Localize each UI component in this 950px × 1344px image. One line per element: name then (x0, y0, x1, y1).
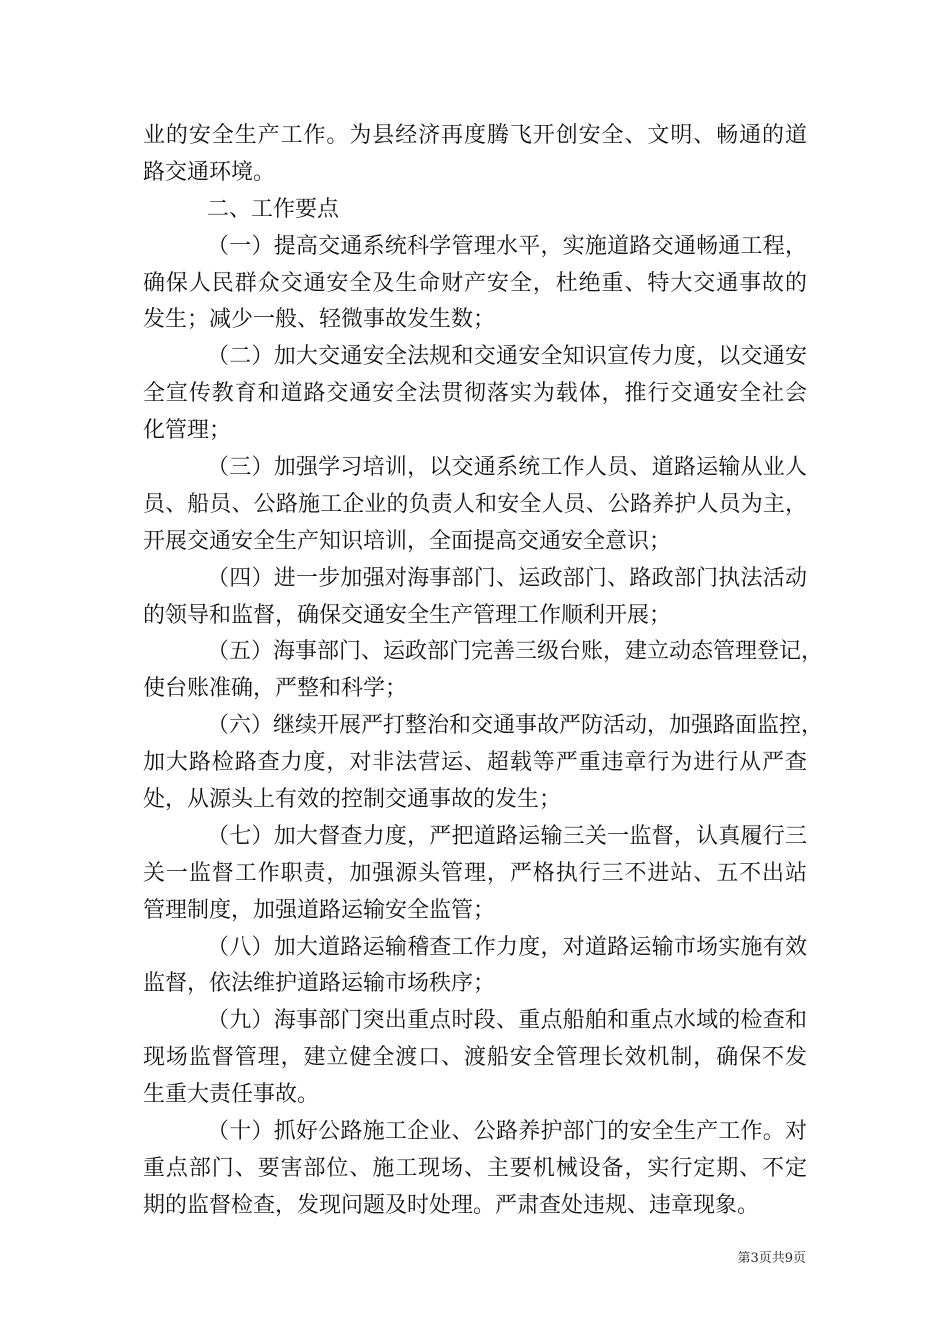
paragraph (143, 339, 807, 450)
text-line: 全宣传教育和道路交通安全法贯彻落实为载体，推行交通安全社会 (143, 381, 807, 407)
text-line: 使台账准确，严整和科学； (143, 676, 408, 702)
text-line: 确保人民群众交通安全及生命财产安全，杜绝重、特大交通事故的 (143, 270, 807, 296)
text-line: 关一监督工作职责，加强源头管理，严格执行三不进站、五不出站 (143, 860, 807, 886)
page-number: 第3页共9页 (737, 1251, 806, 1266)
paragraph (143, 192, 807, 229)
text-line: 员、船员、公路施工企业的负责人和安全人员、公路养护人员为主， (143, 491, 807, 517)
text-line: （三）加强学习培训，以交通系统工作人员、道路运输从业人 (207, 455, 807, 481)
text-line: 处，从源头上有效的控制交通事故的发生； (143, 787, 562, 813)
text-line: （九）海事部门突出重点时段、重点船舶和重点水域的检查和 (207, 1008, 807, 1034)
text-line: （五）海事部门、运政部门完善三级台账，建立动态管理登记， (207, 639, 824, 665)
text-line: 期的监督检查，发现问题及时处理。严肃查处违规、违章现象。 (143, 1192, 760, 1218)
paragraph (143, 1114, 807, 1225)
paragraph (143, 118, 807, 192)
text-line: 加大路检路查力度，对非法营运、超载等严重违章行为进行从严查 (143, 750, 807, 776)
text-line: 化管理； (143, 418, 232, 444)
paragraph (143, 1003, 807, 1114)
text-line: （六）继续开展严打整治和交通事故严防活动，加强路面监控， (207, 713, 824, 739)
text-line: 重点部门、要害部位、施工现场、主要机械设备，实行定期、不定 (143, 1155, 807, 1181)
text-line: 生重大责任事故。 (143, 1082, 320, 1108)
paragraph (143, 930, 807, 1004)
text-line: （一）提高交通系统科学管理水平，实施道路交通畅通工程， (207, 233, 807, 259)
text-line: 业的安全生产工作。为县经济再度腾飞开创安全、文明、畅通的道 (143, 123, 807, 148)
text-line: （十）抓好公路施工企业、公路养护部门的安全生产工作。对 (207, 1119, 807, 1145)
text-line: 管理制度，加强道路运输安全监管； (143, 897, 496, 923)
text-line: 发生；减少一般、轻微事故发生数； (143, 307, 496, 333)
text-line: 现场监督管理，建立健全渡口、渡船安全管理长效机制，确保不发 (143, 1045, 807, 1071)
paragraph (143, 450, 807, 561)
paragraph (143, 634, 824, 708)
paragraph (143, 229, 807, 340)
text-line: 开展交通安全生产知识培训，全面提高交通安全意识； (143, 528, 672, 554)
text-line: 监督，依法维护道路运输市场秩序； (143, 971, 496, 997)
paragraph (143, 561, 807, 635)
text-line: 二、工作要点 (207, 196, 340, 222)
text-line: （七）加大督查力度，严把道路运输三关一监督，认真履行三 (207, 823, 807, 849)
text-line: （二）加大交通安全法规和交通安全知识宣传力度，以交通安 (207, 344, 807, 370)
text-line: 的领导和监督，确保交通安全生产管理工作顺利开展； (143, 602, 672, 628)
paragraph (143, 819, 807, 930)
paragraph (143, 708, 824, 819)
text-line: （四）进一步加强对海事部门、运政部门、路政部门执法活动 (207, 565, 807, 591)
document-body (143, 118, 824, 1225)
text-line: 路交通环境。 (143, 159, 276, 185)
text-line: （八）加大道路运输稽查工作力度，对道路运输市场实施有效 (207, 934, 807, 960)
